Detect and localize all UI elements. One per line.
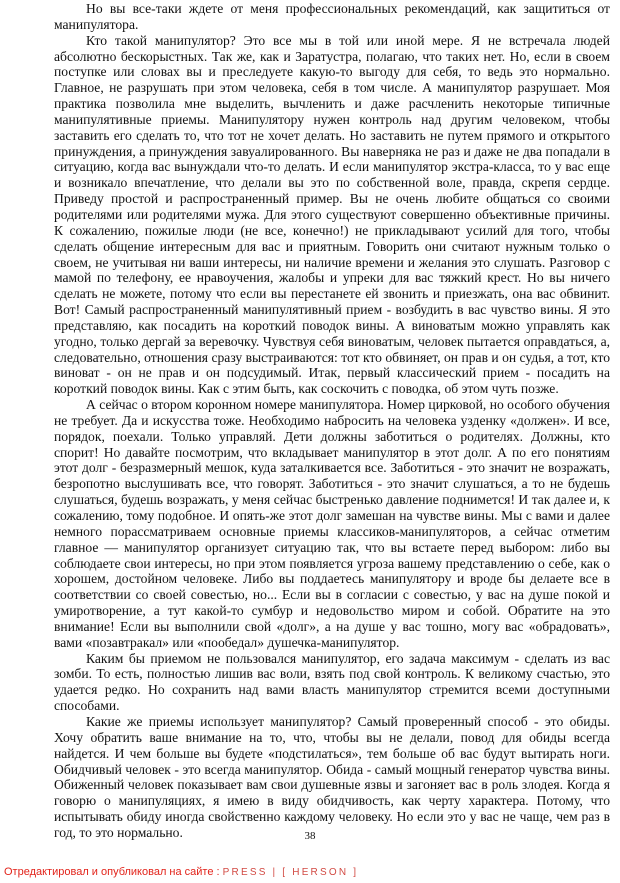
paragraph: Кто такой манипулятор? Это все мы в той или иной мере. Я не встречала людей абсолютно бескорыстных. Так же, как и Заратустра, полагаю, что таких нет. Но, если в своем поступке или словах вы и преследуете какую-то выгоду для себя, то ведь это нормально. Главное, не разрушать при этом человека, себя в том числе. А манипулятор разрушает. Моя практика позволила мне выделить, вычленить и даже расчленить некоторые типичные манипулятивные приемы. Манипулятору нужен контроль над другим человеком, чтобы заставить его сделать то, что тот не хочет делать. Но заставить не путем прямого и открытого принуждения, а принуждения завуалированного. Вы наверняка не раз и даже не два попадали в ситуацию, когда вас вынуждали что-то делать. И если манипулятор экстра-класса, то у вас еще и возникало впечатление, что делали вы это по собственной воле, правда, скрепя сердце. Приведу простой и распространенный пример. Вы не очень любите общаться со своими родителями или родителями мужа. Для этого существуют совершенно объективные причины. К сожалению, пожилые люди (не все, конечно!) не прикладывают усилий для того, чтобы сделать общение интересным для вас и приятным. Говорить они считают нужным только о своем, не учитывая ни ваши интересы, ни наличие времени и желания это слушать. Разговор с мамой по телефону, ее нравоучения, жалобы и упреки для вас тяжкий крест. Но вы ничего сделать не можете, потому что если вы перестанете ей звонить и приезжать, она вас обвинит. Вот! Самый распространенный манипулятивный прием - возбудить в вас чувство вины. Я это представляю, как посадить на короткий поводок вины. А виноватым можно управлять как угодно, только дергай за веревочку. Чувствуя себя виноватым, человек пытается оправдаться, а, следовательно, отношения сразу выстраиваются: тот кто обвиняет, он прав и он судья, а тот, кто виноват - он не прав и он подсудимый. Итак, первый классический прием - посадить на короткий поводок вины. Как с этим быть, как соскочить с поводка, об этом чуть позже. [54,32,611,397]
paragraph: Каким бы приемом не пользовался манипулятор, его задача максимум - сделать из вас зомби. То есть, полностью лишив вас воли, взять под свой контроль. К великому счастью, это удается редко. Но сохранить над вами власть манипулятор стремится всеми доступными способами. [54,650,610,714]
paragraph: Но вы все-таки ждете от меня профессиональных рекомендаций, как защититься от манипулятора. [54,1,610,32]
footer-credit [4,866,358,878]
page-number: 38 [304,830,316,842]
footer-site-link[interactable]: PRESS | [ HERSON ] [222,867,359,878]
paragraph: Какие же приемы использует манипулятор? Самый проверенный способ - это обиды. Хочу обратить ваше внимание на то, что, чтобы вы не делали, повод для обиды всегда найдется. И чем больше вы будете «подстилаться», тем больше об вас будут вытирать ноги. Обидчивый человек - это всегда манипулятор. Обида - самый мощный генератор чувства вины. Обиженный человек показывает вам свои душевные язвы и загоняет вас в роль злодея. Когда я говорю о манипуляциях, я имею в виду обидчивость, как черту характера. Потому, что испытывать обиду иногда свойственно каждому человеку. Но если это у вас не чаще, чем раз в год, то это нормально. [54,713,610,840]
footer-label: Отредактировал и опубликовал на сайте : [4,866,220,878]
body-text [54,1,610,841]
paragraph: А сейчас о втором коронном номере манипулятора. Номер цирковой, но особого обучения не требует. Да и искусства тоже. Необходимо набросить на человека узденку «должен». И все, порядок, поехали. Только управляй. Дети должны заботиться о родителях. Должны, кто спорит! Но давайте посмотрим, что вкладывает манипулятор в этот долг. А по его понятиям этот долг - безразмерный мешок, куда заталкивается все. Заботиться - это значит не возражать, безропотно выслушивать все, что говорят. Заботиться - это значит слушаться, а то не будешь слушаться, будешь возражать, у меня сейчас быстренько давление поднимется! И так далее и, к сожалению, тому подобное. И опять-же этот долг замешан на чувстве вины. Мы с вами и далее немного порассматриваем основные приемы классиков-манипуляторов, а сейчас отметим главное — манипулятор организует ситуацию так, что вы встаете перед выбором: либо вы соблюдаете свои интересы, но при этом появляется угроза вашему представлению о себе, как о хорошем, достойном человеке. Либо вы поддаетесь манипулятору и вроде бы делаете все в соответствии со своей совестью, но... Если вы в согласии с совестью, у вас на душе покой и умиротворение, а тут какой-то сумбур и недовольство миром и собой. Обратите на это внимание! Если вы выполнили свой «долг», а на душе у вас тошно, могу вас «обрадовать», вами «позавтракал» или «пообедал» душечка-манипулятор. [54,397,610,650]
